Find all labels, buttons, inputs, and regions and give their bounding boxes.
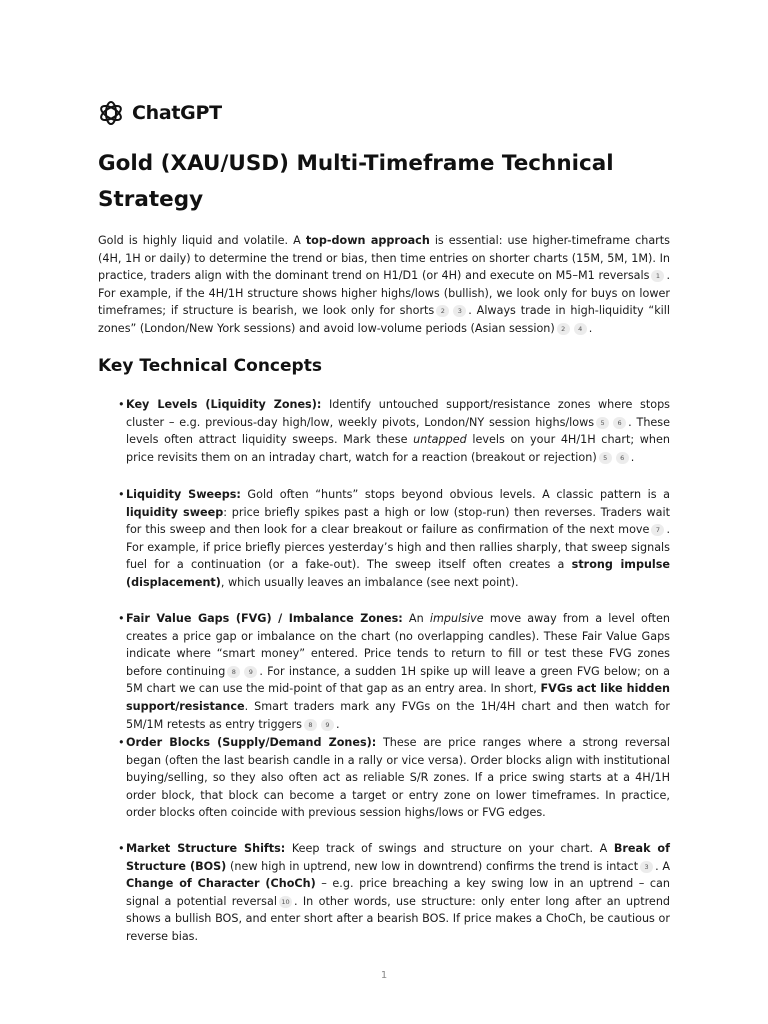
citation-badge[interactable]: 2 bbox=[436, 305, 449, 317]
page-number: 1 bbox=[380, 970, 388, 981]
list-item-liquidity-sweeps: • Liquidity Sweeps: Gold often “hunts” stops beyond obvious levels. A classic pattern is a liquidity sweep: price briefly spikes past a high or low (stop-run) then reverses. Traders wait for this sweep and then look for a clear breakout or failure as confirmation of the next move 7 . For example, if price briefly pierces yesterday’s high and then rallies sharply, that sweep signals fuel for a continuation (or a fake-out). The sweep itself often creates a strong impulse (displacement), which usually leaves an imbalance (see next point). bbox=[118, 488, 671, 589]
section-heading: Key Technical Concepts bbox=[98, 356, 322, 376]
citation-badge[interactable]: 5 bbox=[596, 417, 609, 429]
intro-paragraph: Gold is highly liquid and volatile. A top-down approach is essential: use higher-timeframe charts (4H, 1H or daily) to determine the trend or bias, then time entries on shorter charts (15M, 5M, 1M). In practice, traders align with the dominant trend on H1/D1 (or 4H) and execute on M5–M1 reversals 1 . For example, if the 4H/1H structure shows higher highs/lows (bullish), we look only for buys on lower timeframes; if structure is bearish, we look only for shorts 2 3 . Always trade in high-liquidity “kill zones” (London/New York sessions) and avoid low-volume periods (Asian session) 2 4 . bbox=[98, 234, 671, 335]
citation-badge[interactable]: 3 bbox=[453, 305, 466, 317]
citation-badge[interactable]: 7 bbox=[651, 524, 664, 536]
citation-badge[interactable]: 5 bbox=[599, 452, 612, 464]
bullet: • bbox=[118, 488, 125, 501]
brand-name: ChatGPT bbox=[132, 102, 222, 124]
citation-badge[interactable]: 2 bbox=[557, 323, 570, 335]
page-title: Gold (XAU/USD) Multi-Timeframe Technical Strategy bbox=[98, 151, 614, 212]
citation-badge[interactable]: 3 bbox=[640, 861, 653, 873]
citation-badge[interactable]: 8 bbox=[227, 666, 240, 678]
bullet: • bbox=[118, 398, 125, 411]
citation-badge[interactable]: 6 bbox=[616, 452, 629, 464]
list-item-market-structure: • Market Structure Shifts: Keep track of swings and structure on your chart. A Break of Structure (BOS) (new high in uptrend, new low in downtrend) confirms the trend is intact 3 . A Change of Character (ChoCh) – e.g. price breaching a key swing low in an uptrend – can signal a potential reversal 10 . In other words, use structure: only enter long after an uptrend shows a bullish BOS, and enter short after a bearish BOS. If price makes a ChoCh, be cautious or reverse bias. bbox=[118, 842, 671, 943]
citation-badge[interactable]: 8 bbox=[304, 719, 317, 731]
citation-badge[interactable]: 6 bbox=[613, 417, 626, 429]
citation-badge[interactable]: 4 bbox=[574, 323, 587, 335]
openai-logo-icon bbox=[98, 100, 124, 126]
bullet: • bbox=[118, 612, 125, 625]
list-item-key-levels: • Key Levels (Liquidity Zones): Identify untouched support/resistance zones where stops cluster – e.g. previous-day high/low, weekly pivots, London/NY session highs/lows 5 6 . These levels often attract liquidity sweeps. Mark these untapped levels on your 4H/1H chart; when price revisits them on an intraday chart, watch for a reaction (breakout or rejection) 5 6 . bbox=[118, 398, 671, 464]
citation-badge[interactable]: 9 bbox=[321, 719, 334, 731]
list-item-fair-value-gaps: • Fair Value Gaps (FVG) / Imbalance Zones: An impulsive move away from a level often creates a price gap or imbalance on the chart (no overlapping candles). These Fair Value Gaps indicate where “smart money” entered. Price tends to return to fill or test these FVG zones before continuing 8 9 . For instance, a sudden 1H spike up will leave a green FVG below; on a 5M chart we can use the mid-point of that gap as an entry area. In short, FVGs act like hidden support/resistance. Smart traders mark any FVGs on the 1H/4H chart and then watch for 5M/1M retests as entry triggers 8 9 . bbox=[118, 612, 671, 731]
brand-logo bbox=[98, 100, 222, 126]
list-item-order-blocks: • Order Blocks (Supply/Demand Zones): These are price ranges where a strong reversal began (often the last bearish candle in a rally or vice versa). Order blocks align with institutional buying/selling, so they also often act as reliable S/R zones. If a price swing starts at a 4H/1H order block, that block can become a target or entry zone on lower timeframes. In practice, order blocks often coincide with previous session highs/lows or FVG edges. bbox=[118, 736, 671, 820]
citation-badge[interactable]: 10 bbox=[279, 896, 292, 908]
bullet: • bbox=[118, 736, 125, 749]
citation-badge[interactable]: 1 bbox=[651, 270, 664, 282]
citation-badge[interactable]: 9 bbox=[244, 666, 257, 678]
bullet: • bbox=[118, 842, 125, 855]
